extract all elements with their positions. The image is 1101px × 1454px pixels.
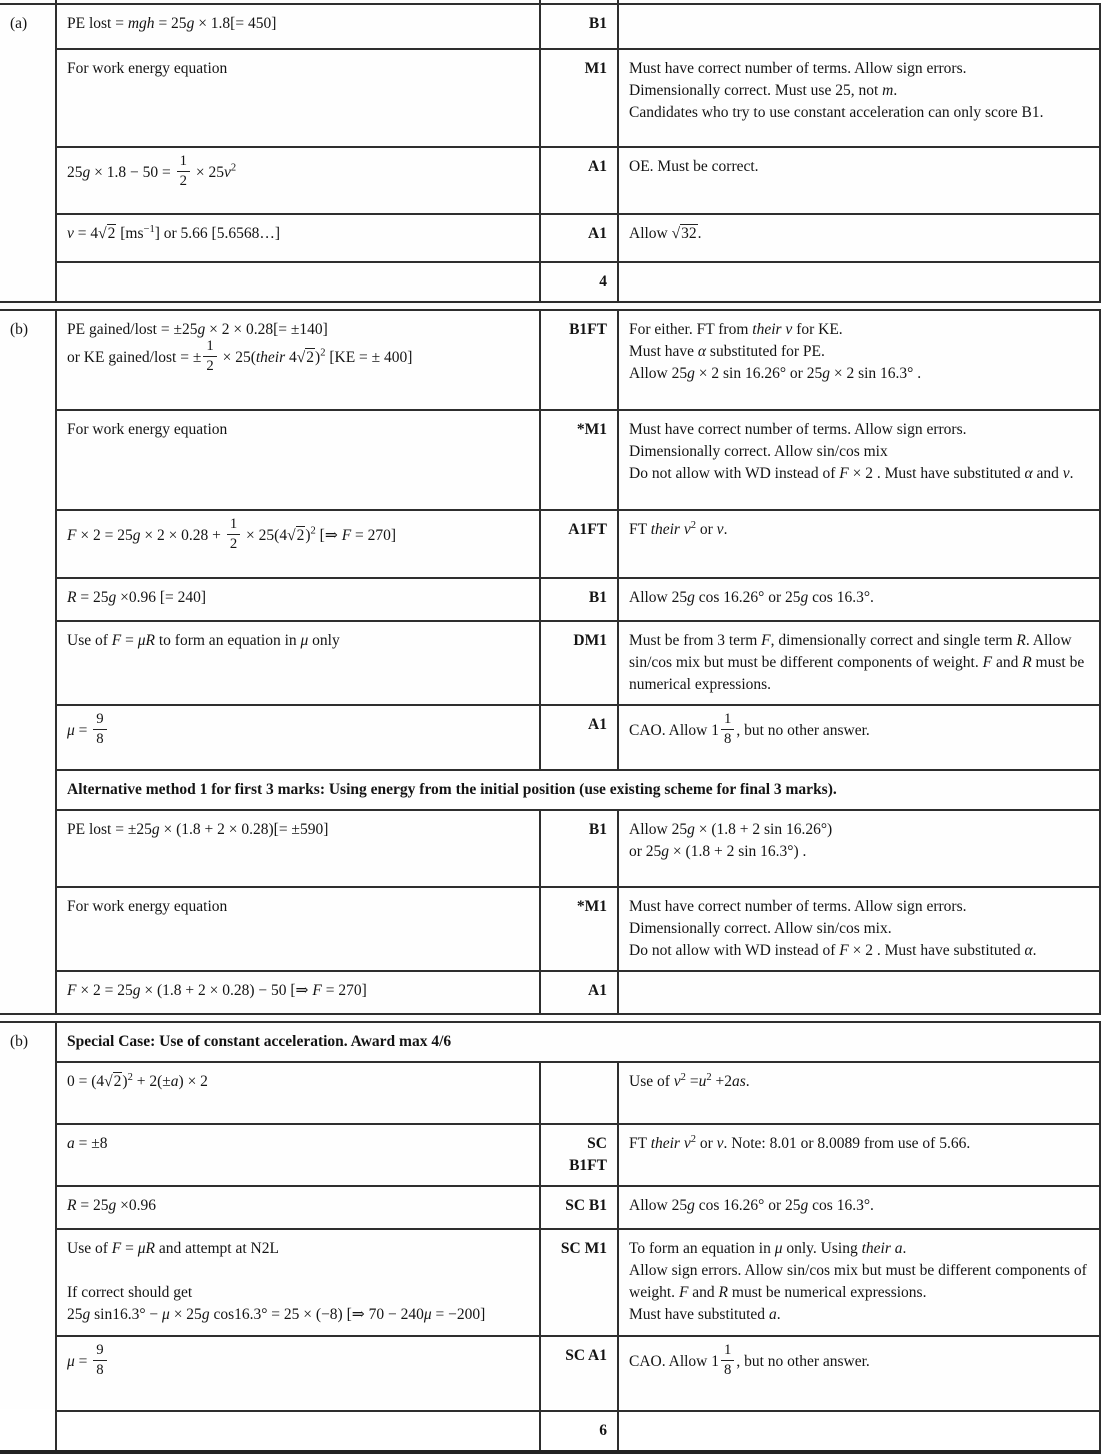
comment-cell: Must be from 3 term F, dimensionally correct and single term R. Allow sin/cos mix but must be different components of weight. F and R must be numerical expressions.	[618, 621, 1100, 705]
working-cell: F × 2 = 25g × 2 × 0.28 + $\frac{1}{2}$ × $25(4√2)^2$ [⇒ F = 270]	[56, 510, 540, 578]
comment-cell: OE. Must be correct.	[618, 147, 1100, 214]
part-label-b-special: (b)	[0, 1022, 56, 1452]
comment-cell: Use of $v^2 =u^2 +2as$.	[618, 1062, 1100, 1124]
mark-cell: A1	[540, 705, 618, 770]
table-row	[0, 1336, 1100, 1411]
table-row	[0, 310, 1100, 410]
mark-cell: A1	[540, 214, 618, 262]
mark-cell: SC B1	[540, 1186, 618, 1229]
marks-table-part-a	[0, 3, 1101, 303]
working-cell: PE gained/lost = ±25g × 2 × 0.28[= ±140] or KE gained/lost = ± $\frac{1}{2}$ × 25(their 4√2)$^2$ [KE = ± 400]	[56, 310, 540, 410]
mark-cell: A1	[540, 147, 618, 214]
marks-table-part-b	[0, 309, 1101, 1015]
comment-cell: FT their $v^2$ or v. Note: 8.01 or 8.0089 from use of 5.66.	[618, 1124, 1100, 1186]
total-marks-cell: 6	[540, 1411, 618, 1452]
special-case-header: Special Case: Use of constant acceleration. Award max 4/6	[56, 1022, 1100, 1062]
part-label-b: (b)	[0, 310, 56, 1014]
working-cell: PE lost = mgh = 25g × 1.8[= 450]	[56, 4, 540, 49]
comment-cell: Must have correct number of terms. Allow sign errors. Dimensionally correct. Allow sin/cos mix Do not allow with WD instead of F × 2 . Must have substituted α and v.	[618, 410, 1100, 510]
table-row	[0, 147, 1100, 214]
comment-cell: CAO. Allow 1 $\frac{1}{8}$ , but no other answer.	[618, 705, 1100, 770]
comment-cell: Allow 25g × (1.8 + 2 sin 16.26°) or 25g × (1.8 + 2 sin 16.3°) .	[618, 810, 1100, 887]
working-cell	[56, 1411, 540, 1452]
mark-cell: *M1	[540, 887, 618, 971]
working-cell: Use of F = μR and attempt at N2L If correct should get 25g sin16.3° − μ × 25g cos16.3° = 25 × (−8) [⇒ 70 − 240μ = −200]	[56, 1229, 540, 1336]
working-cell: a = ±8	[56, 1124, 540, 1186]
mark-cell	[540, 1062, 618, 1124]
mark-cell: B1	[540, 810, 618, 887]
comment-cell: Allow 25g cos 16.26° or 25g cos 16.3°.	[618, 1186, 1100, 1229]
working-cell: R = 25g ×0.96	[56, 1186, 540, 1229]
working-cell: For work energy equation	[56, 410, 540, 510]
table-row	[0, 705, 1100, 770]
table-row	[0, 887, 1100, 971]
comment-cell: Must have correct number of terms. Allow sign errors. Dimensionally correct. Must use 25, not m. Candidates who try to use constant acceleration can only score B1.	[618, 49, 1100, 147]
alternative-method-header-row	[0, 770, 1100, 810]
table-row	[0, 49, 1100, 147]
working-cell: R = 25g ×0.96 [= 240]	[56, 578, 540, 621]
mark-cell: DM1	[540, 621, 618, 705]
working-cell	[56, 262, 540, 302]
comment-cell	[618, 971, 1100, 1014]
comment-cell: For either. FT from their v for KE. Must have α substituted for PE. Allow 25g × 2 sin 16.26° or 25g × 2 sin 16.3° .	[618, 310, 1100, 410]
table-row	[0, 1124, 1100, 1186]
marks-table-part-b-special-case	[0, 1021, 1101, 1454]
table-row-total	[0, 1411, 1100, 1452]
working-cell: F × 2 = 25g × (1.8 + 2 × 0.28) − 50 [⇒ F = 270]	[56, 971, 540, 1014]
comment-cell: To form an equation in μ only. Using their a. Allow sign errors. Allow sin/cos mix but must be different components of weight. F and R must be numerical expressions. Must have substituted a.	[618, 1229, 1100, 1336]
working-cell: $0 = (4√2)^2 + 2(\pm a) \times 2$	[56, 1062, 540, 1124]
table-row	[0, 1062, 1100, 1124]
working-cell: v = 4√2 $[ms^{-1}]$ or 5.66 [5.6568…]	[56, 214, 540, 262]
mark-cell: M1	[540, 49, 618, 147]
working-cell: PE lost = ±25g × (1.8 + 2 × 0.28)[= ±590]	[56, 810, 540, 887]
mark-cell: *M1	[540, 410, 618, 510]
table-row	[0, 510, 1100, 578]
working-cell: μ = $\frac{9}{8}$	[56, 1336, 540, 1411]
comment-cell: Must have correct number of terms. Allow sign errors. Dimensionally correct. Allow sin/cos mix. Do not allow with WD instead of F × 2 . Must have substituted α.	[618, 887, 1100, 971]
mark-cell: B1	[540, 4, 618, 49]
mark-cell: SC B1FT	[540, 1124, 618, 1186]
table-row	[0, 4, 1100, 49]
table-row	[0, 1186, 1100, 1229]
total-marks-cell: 4	[540, 262, 618, 302]
table-row	[0, 578, 1100, 621]
part-label-a: (a)	[0, 4, 56, 302]
table-row	[0, 214, 1100, 262]
table-row-total	[0, 262, 1100, 302]
mark-cell: SC M1	[540, 1229, 618, 1336]
working-cell: μ = $\frac{9}{8}$	[56, 705, 540, 770]
cropped-row-above-stubs	[0, 0, 1100, 3]
comment-cell: FT their $v^2$ or v.	[618, 510, 1100, 578]
mark-cell: A1FT	[540, 510, 618, 578]
table-row	[0, 410, 1100, 510]
mark-cell: A1	[540, 971, 618, 1014]
alternative-method-header: Alternative method 1 for first 3 marks: Using energy from the initial position (use existing scheme for final 3 marks).	[56, 770, 1100, 810]
comment-cell	[618, 4, 1100, 49]
comment-cell: Allow 25g cos 16.26° or 25g cos 16.3°.	[618, 578, 1100, 621]
table-row	[0, 810, 1100, 887]
working-cell: For work energy equation	[56, 887, 540, 971]
comment-cell: Allow √32.	[618, 214, 1100, 262]
mark-cell: B1FT	[540, 310, 618, 410]
special-case-header-row	[0, 1022, 1100, 1062]
comment-cell	[618, 1411, 1100, 1452]
table-row	[0, 621, 1100, 705]
mark-cell: SC A1	[540, 1336, 618, 1411]
comment-cell: CAO. Allow 1 $\frac{1}{8}$ , but no other answer.	[618, 1336, 1100, 1411]
mark-cell: B1	[540, 578, 618, 621]
table-row	[0, 971, 1100, 1014]
table-row	[0, 1229, 1100, 1336]
working-cell: For work energy equation	[56, 49, 540, 147]
working-cell: 25g × 1.8 − 50 = $\frac{1}{2}$ × $25v^2$	[56, 147, 540, 214]
working-cell: Use of F = μR to form an equation in μ only	[56, 621, 540, 705]
comment-cell	[618, 262, 1100, 302]
